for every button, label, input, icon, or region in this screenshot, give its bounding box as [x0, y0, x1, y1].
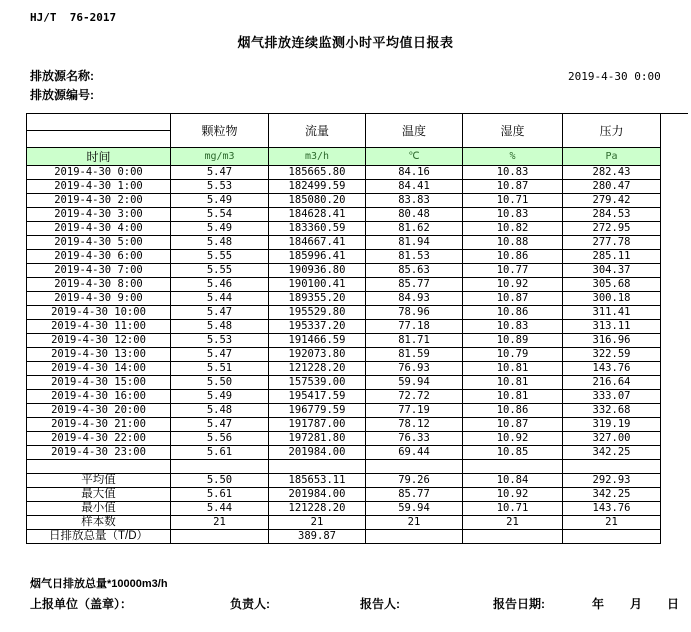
value-cell: 5.50	[171, 376, 269, 390]
value-cell: 195417.59	[269, 390, 366, 404]
table-row	[27, 250, 661, 264]
value-cell: 21	[463, 516, 563, 530]
value-cell	[563, 530, 661, 544]
time-cell: 2019-4-30 10:00	[27, 306, 171, 320]
value-cell: 342.25	[563, 446, 661, 460]
unit-temperature: ℃	[366, 148, 463, 166]
value-cell: 10.84	[463, 474, 563, 488]
value-cell: 10.92	[463, 432, 563, 446]
table-row	[27, 166, 661, 180]
value-cell: 5.44	[171, 502, 269, 516]
value-cell: 5.48	[171, 404, 269, 418]
value-cell: 10.88	[463, 236, 563, 250]
value-cell: 5.48	[171, 320, 269, 334]
value-cell: 189355.20	[269, 292, 366, 306]
value-cell: 313.11	[563, 320, 661, 334]
time-column-header: 时间	[27, 148, 171, 166]
value-cell: 76.33	[366, 432, 463, 446]
value-cell: 192073.80	[269, 348, 366, 362]
report-date-label: 报告日期:	[493, 597, 545, 611]
time-cell: 2019-4-30 2:00	[27, 194, 171, 208]
value-cell	[269, 460, 366, 474]
time-cell: 2019-4-30 0:00	[27, 166, 171, 180]
value-cell: 21	[171, 516, 269, 530]
value-cell: 5.47	[171, 348, 269, 362]
summary-label-cell: 最大值	[27, 488, 171, 502]
table-row	[27, 446, 661, 460]
value-cell: 292.93	[563, 474, 661, 488]
value-cell: 5.61	[171, 488, 269, 502]
monitoring-table	[26, 113, 661, 544]
value-cell: 10.87	[463, 418, 563, 432]
value-cell: 69.44	[366, 446, 463, 460]
value-cell: 389.87	[269, 530, 366, 544]
value-cell: 5.47	[171, 166, 269, 180]
value-cell: 83.83	[366, 194, 463, 208]
month-label: 月	[630, 597, 643, 611]
day-label: 日	[667, 597, 680, 611]
time-cell: 2019-4-30 1:00	[27, 180, 171, 194]
value-cell: 5.53	[171, 180, 269, 194]
value-cell: 311.41	[563, 306, 661, 320]
year-label: 年	[592, 597, 605, 611]
value-cell: 342.25	[563, 488, 661, 502]
value-cell: 5.47	[171, 306, 269, 320]
summary-label-cell: 日排放总量（T/D）	[27, 530, 171, 544]
value-cell: 81.94	[366, 236, 463, 250]
value-cell: 190936.80	[269, 264, 366, 278]
value-cell: 201984.00	[269, 488, 366, 502]
value-cell: 185665.80	[269, 166, 366, 180]
unit-flow: m3/h	[269, 148, 366, 166]
value-cell: 143.76	[563, 502, 661, 516]
value-cell: 5.56	[171, 432, 269, 446]
table-row	[27, 236, 661, 250]
col-header-humidity: 湿度	[463, 114, 563, 148]
summary-row	[27, 502, 661, 516]
value-cell: 10.81	[463, 390, 563, 404]
time-cell	[27, 460, 171, 474]
value-cell: 300.18	[563, 292, 661, 306]
value-cell: 121228.20	[269, 502, 366, 516]
reporting-unit-label: 上报单位（盖章）：	[30, 597, 133, 611]
table-row	[27, 418, 661, 432]
value-cell: 21	[269, 516, 366, 530]
value-cell: 21	[563, 516, 661, 530]
value-cell: 10.92	[463, 278, 563, 292]
value-cell: 5.55	[171, 250, 269, 264]
summary-row	[27, 530, 661, 544]
value-cell: 10.79	[463, 348, 563, 362]
time-cell: 2019-4-30 20:00	[27, 404, 171, 418]
col-header-temperature: 温度	[366, 114, 463, 148]
unit-humidity: %	[463, 148, 563, 166]
value-cell: 191787.00	[269, 418, 366, 432]
unit-pressure: Pa	[563, 148, 661, 166]
value-cell: 5.44	[171, 292, 269, 306]
value-cell: 10.71	[463, 502, 563, 516]
value-cell: 72.72	[366, 390, 463, 404]
value-cell: 183360.59	[269, 222, 366, 236]
value-cell: 279.42	[563, 194, 661, 208]
summary-row	[27, 474, 661, 488]
report-title: 烟气排放连续监测小时平均值日报表	[237, 35, 454, 50]
value-cell: 190100.41	[269, 278, 366, 292]
value-cell: 280.47	[563, 180, 661, 194]
value-cell: 10.92	[463, 488, 563, 502]
time-cell: 2019-4-30 12:00	[27, 334, 171, 348]
table-row	[27, 222, 661, 236]
value-cell: 282.43	[563, 166, 661, 180]
summary-label-cell: 平均值	[27, 474, 171, 488]
column-header-row-top	[27, 114, 661, 131]
value-cell: 277.78	[563, 236, 661, 250]
value-cell: 304.37	[563, 264, 661, 278]
value-cell: 5.49	[171, 390, 269, 404]
table-row	[27, 292, 661, 306]
summary-row	[27, 516, 661, 530]
time-cell: 2019-4-30 9:00	[27, 292, 171, 306]
unit-row	[27, 148, 661, 166]
value-cell: 85.77	[366, 278, 463, 292]
value-cell: 305.68	[563, 278, 661, 292]
value-cell: 319.19	[563, 418, 661, 432]
value-cell: 10.81	[463, 362, 563, 376]
value-cell	[366, 530, 463, 544]
value-cell: 77.19	[366, 404, 463, 418]
time-cell: 2019-4-30 5:00	[27, 236, 171, 250]
time-cell: 2019-4-30 14:00	[27, 362, 171, 376]
value-cell: 10.87	[463, 180, 563, 194]
value-cell: 10.87	[463, 292, 563, 306]
value-cell: 216.64	[563, 376, 661, 390]
table-body	[27, 166, 661, 544]
time-cell: 2019-4-30 4:00	[27, 222, 171, 236]
value-cell: 196779.59	[269, 404, 366, 418]
value-cell: 143.76	[563, 362, 661, 376]
value-cell: 10.86	[463, 404, 563, 418]
table-row	[27, 362, 661, 376]
time-cell: 2019-4-30 21:00	[27, 418, 171, 432]
value-cell: 10.86	[463, 306, 563, 320]
value-cell: 84.16	[366, 166, 463, 180]
value-cell: 5.53	[171, 334, 269, 348]
table-row	[27, 404, 661, 418]
value-cell: 10.77	[463, 264, 563, 278]
value-cell: 10.85	[463, 446, 563, 460]
value-cell: 10.83	[463, 208, 563, 222]
value-cell	[463, 460, 563, 474]
summary-label-cell: 最小值	[27, 502, 171, 516]
value-cell: 80.48	[366, 208, 463, 222]
value-cell: 5.46	[171, 278, 269, 292]
table-row	[27, 390, 661, 404]
value-cell: 184667.41	[269, 236, 366, 250]
table-row	[27, 334, 661, 348]
summary-row	[27, 488, 661, 502]
time-cell: 2019-4-30 22:00	[27, 432, 171, 446]
col-header-flow: 流量	[269, 114, 366, 148]
col-header-pressure: 压力	[563, 114, 661, 148]
value-cell: 195337.20	[269, 320, 366, 334]
time-cell: 2019-4-30 7:00	[27, 264, 171, 278]
value-cell: 5.54	[171, 208, 269, 222]
value-cell: 77.18	[366, 320, 463, 334]
value-cell: 81.71	[366, 334, 463, 348]
value-cell: 10.83	[463, 166, 563, 180]
table-row	[27, 264, 661, 278]
value-cell: 5.48	[171, 236, 269, 250]
value-cell: 201984.00	[269, 446, 366, 460]
value-cell: 10.89	[463, 334, 563, 348]
value-cell: 81.59	[366, 348, 463, 362]
value-cell: 121228.20	[269, 362, 366, 376]
value-cell: 10.86	[463, 250, 563, 264]
value-cell: 332.68	[563, 404, 661, 418]
value-cell: 84.93	[366, 292, 463, 306]
time-cell: 2019-4-30 15:00	[27, 376, 171, 390]
value-cell: 5.61	[171, 446, 269, 460]
table-row	[27, 376, 661, 390]
table-row	[27, 306, 661, 320]
value-cell: 316.96	[563, 334, 661, 348]
summary-label-cell: 样本数	[27, 516, 171, 530]
value-cell: 81.53	[366, 250, 463, 264]
value-cell: 197281.80	[269, 432, 366, 446]
table-row	[27, 432, 661, 446]
value-cell: 10.81	[463, 376, 563, 390]
time-cell: 2019-4-30 16:00	[27, 390, 171, 404]
separator-row	[27, 460, 661, 474]
responsible-person-label: 负责人:	[230, 597, 270, 611]
value-cell: 285.11	[563, 250, 661, 264]
value-cell: 5.47	[171, 418, 269, 432]
value-cell: 85.63	[366, 264, 463, 278]
value-cell: 59.94	[366, 502, 463, 516]
value-cell: 185080.20	[269, 194, 366, 208]
time-cell: 2019-4-30 6:00	[27, 250, 171, 264]
value-cell: 327.00	[563, 432, 661, 446]
time-cell: 2019-4-30 23:00	[27, 446, 171, 460]
time-cell: 2019-4-30 11:00	[27, 320, 171, 334]
value-cell: 333.07	[563, 390, 661, 404]
table-row	[27, 194, 661, 208]
time-header-spacer-bottom	[27, 131, 171, 148]
table-row	[27, 208, 661, 222]
value-cell: 10.83	[463, 320, 563, 334]
value-cell: 76.93	[366, 362, 463, 376]
value-cell	[366, 460, 463, 474]
value-cell: 21	[366, 516, 463, 530]
value-cell	[563, 460, 661, 474]
value-cell: 322.59	[563, 348, 661, 362]
table-row	[27, 320, 661, 334]
unit-particulate: mg/m3	[171, 148, 269, 166]
time-cell: 2019-4-30 8:00	[27, 278, 171, 292]
time-header-spacer-top	[27, 114, 171, 131]
col-header-particulate: 颗粒物	[171, 114, 269, 148]
value-cell: 79.26	[366, 474, 463, 488]
value-cell: 157539.00	[269, 376, 366, 390]
source-name-label: 排放源名称:	[30, 69, 94, 83]
value-cell	[171, 530, 269, 544]
value-cell: 59.94	[366, 376, 463, 390]
value-cell: 78.12	[366, 418, 463, 432]
report-datetime: 2019-4-30 0:00	[568, 70, 661, 83]
table-row	[27, 348, 661, 362]
reporter-label: 报告人:	[360, 597, 400, 611]
value-cell: 81.62	[366, 222, 463, 236]
source-id-label: 排放源编号:	[30, 88, 94, 102]
table-row	[27, 180, 661, 194]
value-cell: 5.49	[171, 222, 269, 236]
value-cell: 5.50	[171, 474, 269, 488]
value-cell: 284.53	[563, 208, 661, 222]
value-cell: 5.55	[171, 264, 269, 278]
value-cell: 195529.80	[269, 306, 366, 320]
value-cell	[463, 530, 563, 544]
standard-code: HJ/T 76-2017	[30, 11, 117, 24]
value-cell: 10.82	[463, 222, 563, 236]
value-cell: 78.96	[366, 306, 463, 320]
value-cell: 84.41	[366, 180, 463, 194]
value-cell: 184628.41	[269, 208, 366, 222]
time-cell: 2019-4-30 3:00	[27, 208, 171, 222]
value-cell: 185996.41	[269, 250, 366, 264]
time-cell: 2019-4-30 13:00	[27, 348, 171, 362]
value-cell: 10.71	[463, 194, 563, 208]
value-cell: 85.77	[366, 488, 463, 502]
value-cell: 5.49	[171, 194, 269, 208]
footer-note: 烟气日排放总量*10000m3/h	[30, 578, 168, 590]
value-cell: 182499.59	[269, 180, 366, 194]
value-cell: 272.95	[563, 222, 661, 236]
table-row	[27, 278, 661, 292]
value-cell: 191466.59	[269, 334, 366, 348]
value-cell: 5.51	[171, 362, 269, 376]
value-cell	[171, 460, 269, 474]
value-cell: 185653.11	[269, 474, 366, 488]
